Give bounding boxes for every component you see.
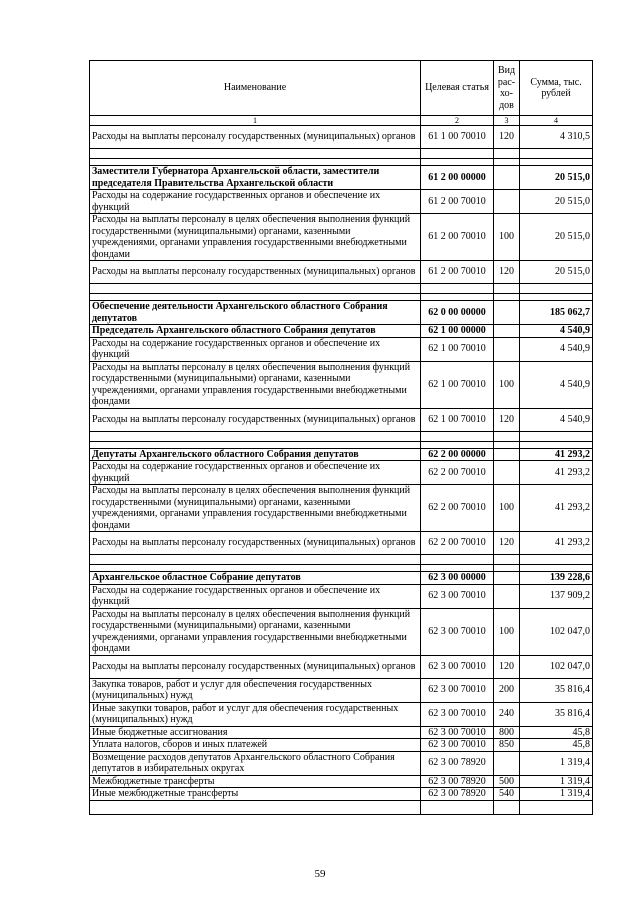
header-code: Целевая статья	[421, 61, 494, 116]
type-cell: 120	[494, 126, 520, 149]
table-row	[90, 261, 593, 284]
code-cell: 62 3 00 70010	[421, 655, 494, 678]
name-cell: Расходы на выплаты персоналу государственных (муниципальных) органов	[90, 532, 421, 555]
spacer-row	[90, 565, 593, 572]
name-cell: Иные закупки товаров, работ и услуг для обеспечения государственных (муниципальных) нужд	[90, 702, 421, 726]
spacer-cell	[494, 565, 520, 572]
code-cell: 62 3 00 00000	[421, 572, 494, 585]
name-cell: Иные межбюджетные трансферты	[90, 788, 421, 801]
spacer-cell	[494, 441, 520, 448]
name-cell: Расходы на выплаты персоналу государственных (муниципальных) органов	[90, 655, 421, 678]
column-number: 4	[520, 116, 593, 126]
name-cell: Расходы на выплаты персоналу в целях обеспечения выполнения функций государственными (муниципальными) органами, казенными учреждениями, органами управления государственными внебюджетными фондами	[90, 214, 421, 261]
spacer-cell	[520, 149, 593, 159]
type-cell	[494, 584, 520, 608]
type-cell: 100	[494, 485, 520, 532]
name-cell: Расходы на содержание государственных органов и обеспечение их функций	[90, 337, 421, 361]
code-cell: 62 2 00 00000	[421, 448, 494, 461]
spacer-cell	[421, 149, 494, 159]
name-cell: Депутаты Архангельского областного Собрания депутатов	[90, 448, 421, 461]
table-row	[90, 572, 593, 585]
table-row	[90, 608, 593, 655]
spacer-row	[90, 294, 593, 301]
name-cell: Расходы на содержание государственных органов и обеспечение их функций	[90, 584, 421, 608]
name-cell: Межбюджетные трансферты	[90, 775, 421, 788]
spacer-cell	[421, 284, 494, 294]
header-type: Вид рас- хо- дов	[494, 61, 520, 116]
code-cell: 61 2 00 70010	[421, 190, 494, 214]
spacer-cell	[421, 431, 494, 441]
sum-cell: 41 293,2	[520, 461, 593, 485]
name-cell: Обеспечение деятельности Архангельского областного Собрания депутатов	[90, 301, 421, 325]
code-cell: 62 2 00 70010	[421, 532, 494, 555]
table-row	[90, 788, 593, 801]
code-cell: 62 3 00 70010	[421, 608, 494, 655]
spacer-cell	[421, 565, 494, 572]
type-cell	[494, 448, 520, 461]
table-row	[90, 702, 593, 726]
spacer-cell	[421, 159, 494, 166]
sum-cell: 4 540,9	[520, 361, 593, 408]
name-cell: Расходы на выплаты персоналу в целях обеспечения выполнения функций государственными (муниципальными) органами, казенными учреждениями, органами управления государственными внебюджетными фондами	[90, 608, 421, 655]
column-number: 3	[494, 116, 520, 126]
spacer-cell	[90, 555, 421, 565]
sum-cell: 1 319,4	[520, 788, 593, 801]
sum-cell: 4 310,5	[520, 126, 593, 149]
spacer-cell	[520, 284, 593, 294]
name-cell: Расходы на содержание государственных органов и обеспечение их функций	[90, 461, 421, 485]
spacer-cell	[90, 284, 421, 294]
spacer-cell	[520, 441, 593, 448]
page-number: 59	[314, 868, 326, 880]
name-cell: Заместители Губернатора Архангельской области, заместители председателя Правительства Архангельской области	[90, 166, 421, 190]
table-row	[90, 337, 593, 361]
code-cell: 62 1 00 00000	[421, 325, 494, 338]
code-cell: 61 1 00 70010	[421, 126, 494, 149]
name-cell: Архангельское областное Собрание депутатов	[90, 572, 421, 585]
name-cell: Расходы на выплаты персоналу в целях обеспечения выполнения функций государственными (муниципальными) органами, казенными учреждениями, органами управления государственными внебюджетными фондами	[90, 485, 421, 532]
spacer-cell	[90, 159, 421, 166]
budget-table	[89, 60, 593, 815]
name-cell: Расходы на выплаты персоналу государственных (муниципальных) органов	[90, 126, 421, 149]
code-cell: 62 2 00 70010	[421, 461, 494, 485]
sum-cell: 20 515,0	[520, 190, 593, 214]
table-row	[90, 214, 593, 261]
name-cell: Расходы на выплаты персоналу государственных (муниципальных) органов	[90, 261, 421, 284]
code-cell: 62 3 00 70010	[421, 584, 494, 608]
code-cell: 62 1 00 70010	[421, 408, 494, 431]
code-cell: 62 3 00 78920	[421, 751, 494, 775]
type-cell	[494, 337, 520, 361]
sum-cell: 41 293,2	[520, 448, 593, 461]
spacer-cell	[421, 441, 494, 448]
header-name: Наименование	[90, 61, 421, 116]
table-row	[90, 301, 593, 325]
spacer-cell	[494, 431, 520, 441]
spacer-cell	[520, 294, 593, 301]
spacer-cell	[90, 431, 421, 441]
type-cell	[494, 190, 520, 214]
table-row	[90, 126, 593, 149]
code-cell: 61 2 00 70010	[421, 261, 494, 284]
spacer-cell	[520, 565, 593, 572]
type-cell: 540	[494, 788, 520, 801]
spacer-cell	[520, 159, 593, 166]
type-cell: 100	[494, 361, 520, 408]
spacer-cell	[421, 800, 494, 814]
type-cell: 240	[494, 702, 520, 726]
table-header-row	[90, 61, 593, 116]
sum-cell: 1 319,4	[520, 775, 593, 788]
sum-cell: 4 540,9	[520, 337, 593, 361]
name-cell: Расходы на выплаты персоналу в целях обеспечения выполнения функций государственными (муниципальными) органами, казенными учреждениями, органами управления государственными внебюджетными фондами	[90, 361, 421, 408]
sum-cell: 20 515,0	[520, 261, 593, 284]
column-number-row	[90, 116, 593, 126]
name-cell: Закупка товаров, работ и услуг для обеспечения государственных (муниципальных) нужд	[90, 678, 421, 702]
sum-cell: 4 540,9	[520, 325, 593, 338]
spacer-cell	[520, 431, 593, 441]
spacer-row	[90, 431, 593, 441]
spacer-row	[90, 284, 593, 294]
sum-cell: 41 293,2	[520, 485, 593, 532]
sum-cell: 35 816,4	[520, 678, 593, 702]
spacer-row	[90, 800, 593, 814]
spacer-cell	[494, 284, 520, 294]
code-cell: 61 2 00 70010	[421, 214, 494, 261]
spacer-cell	[90, 149, 421, 159]
name-cell: Уплата налогов, сборов и иных платежей	[90, 739, 421, 752]
type-cell	[494, 461, 520, 485]
spacer-cell	[494, 159, 520, 166]
code-cell: 62 2 00 70010	[421, 485, 494, 532]
spacer-row	[90, 149, 593, 159]
code-cell: 62 0 00 00000	[421, 301, 494, 325]
sum-cell: 137 909,2	[520, 584, 593, 608]
name-cell: Возмещение расходов депутатов Архангельского областного Собрания депутатов в избирательных округах	[90, 751, 421, 775]
code-cell: 62 3 00 78920	[421, 775, 494, 788]
column-number: 1	[90, 116, 421, 126]
spacer-cell	[494, 555, 520, 565]
table-row	[90, 448, 593, 461]
table-row	[90, 190, 593, 214]
table-row	[90, 325, 593, 338]
spacer-cell	[90, 800, 421, 814]
type-cell: 120	[494, 655, 520, 678]
type-cell: 500	[494, 775, 520, 788]
spacer-cell	[520, 555, 593, 565]
code-cell: 62 3 00 70010	[421, 678, 494, 702]
table-row	[90, 361, 593, 408]
table-row	[90, 739, 593, 752]
spacer-row	[90, 441, 593, 448]
type-cell: 120	[494, 261, 520, 284]
spacer-cell	[494, 294, 520, 301]
table-row	[90, 166, 593, 190]
spacer-cell	[494, 149, 520, 159]
sum-cell: 185 062,7	[520, 301, 593, 325]
code-cell: 62 1 00 70010	[421, 361, 494, 408]
name-cell: Расходы на выплаты персоналу государственных (муниципальных) органов	[90, 408, 421, 431]
table-row	[90, 775, 593, 788]
spacer-cell	[520, 800, 593, 814]
table-row	[90, 678, 593, 702]
type-cell: 120	[494, 532, 520, 555]
table-row	[90, 461, 593, 485]
sum-cell: 20 515,0	[520, 214, 593, 261]
table-row	[90, 726, 593, 739]
table-row	[90, 751, 593, 775]
spacer-cell	[90, 565, 421, 572]
spacer-cell	[494, 800, 520, 814]
sum-cell: 35 816,4	[520, 702, 593, 726]
table-row	[90, 655, 593, 678]
sum-cell: 139 228,6	[520, 572, 593, 585]
table-row	[90, 408, 593, 431]
spacer-cell	[421, 555, 494, 565]
sum-cell: 41 293,2	[520, 532, 593, 555]
table-row	[90, 584, 593, 608]
sum-cell: 45,8	[520, 726, 593, 739]
type-cell: 850	[494, 739, 520, 752]
name-cell: Иные бюджетные ассигнования	[90, 726, 421, 739]
type-cell: 100	[494, 608, 520, 655]
code-cell: 62 3 00 70010	[421, 702, 494, 726]
column-number: 2	[421, 116, 494, 126]
type-cell: 200	[494, 678, 520, 702]
type-cell: 120	[494, 408, 520, 431]
sum-cell: 45,8	[520, 739, 593, 752]
spacer-cell	[421, 294, 494, 301]
spacer-row	[90, 159, 593, 166]
sum-cell: 102 047,0	[520, 608, 593, 655]
code-cell: 62 3 00 70010	[421, 739, 494, 752]
spacer-cell	[90, 441, 421, 448]
sum-cell: 20 515,0	[520, 166, 593, 190]
table-row	[90, 485, 593, 532]
header-sum: Сумма, тыс. рублей	[520, 61, 593, 116]
type-cell	[494, 572, 520, 585]
type-cell	[494, 166, 520, 190]
name-cell: Председатель Архангельского областного Собрания депутатов	[90, 325, 421, 338]
type-cell	[494, 751, 520, 775]
table-row	[90, 532, 593, 555]
spacer-row	[90, 555, 593, 565]
code-cell: 62 3 00 78920	[421, 788, 494, 801]
type-cell	[494, 325, 520, 338]
sum-cell: 4 540,9	[520, 408, 593, 431]
code-cell: 61 2 00 00000	[421, 166, 494, 190]
table-body	[90, 126, 593, 815]
type-cell: 100	[494, 214, 520, 261]
spacer-cell	[90, 294, 421, 301]
type-cell: 800	[494, 726, 520, 739]
type-cell	[494, 301, 520, 325]
code-cell: 62 3 00 70010	[421, 726, 494, 739]
sum-cell: 102 047,0	[520, 655, 593, 678]
sum-cell: 1 319,4	[520, 751, 593, 775]
code-cell: 62 1 00 70010	[421, 337, 494, 361]
name-cell: Расходы на содержание государственных органов и обеспечение их функций	[90, 190, 421, 214]
